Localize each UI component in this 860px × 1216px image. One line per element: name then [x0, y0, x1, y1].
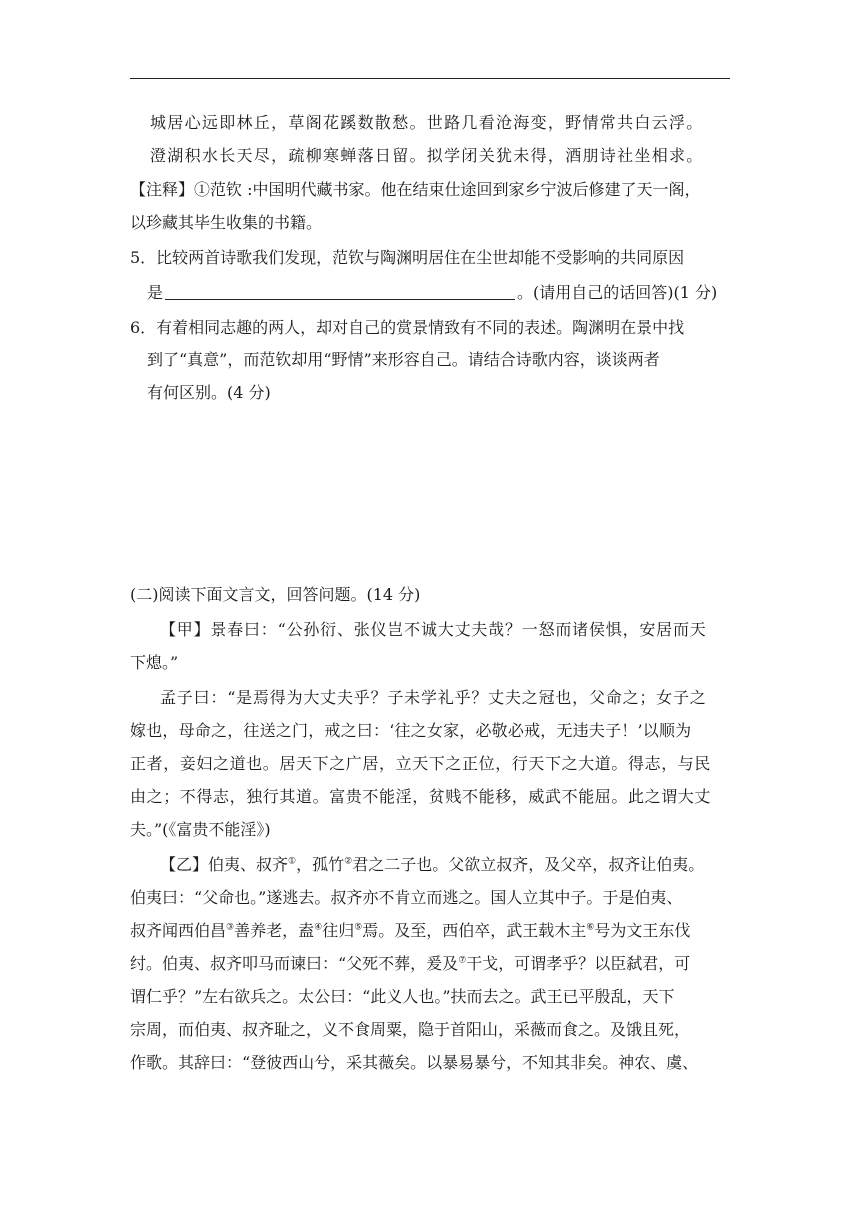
yi-text: 往归 [322, 921, 355, 940]
yi-text: 叔齐闻西伯昌 [130, 921, 227, 940]
yi-line-3 [130, 921, 690, 941]
poem-line-1: 城居心远即林丘，草阁花蹊数散愁。世路几看沧海变，野情常共白云浮。 [150, 113, 704, 132]
jia-line-3: 孟子曰：“是焉得为大丈夫乎？子未学礼乎？丈夫之冠也，父命之；女子之 [160, 688, 707, 707]
question-6-line-3: 有何区别。(4 分) [147, 383, 271, 402]
footnote-marker: ⑦ [458, 955, 467, 966]
question-5-prefix: 是 [147, 283, 164, 302]
yi-text: 干戈，可谓孝乎？以臣弑君，可 [466, 954, 691, 973]
note-line-2: 以珍藏其毕生收集的书籍。 [130, 213, 323, 232]
yi-text: ，孤竹 [296, 855, 345, 874]
footnote-marker: ⑥ [586, 922, 595, 933]
footnote-marker: ④ [314, 922, 323, 933]
yi-text: 焉。及至，西伯卒，武王载木主 [362, 921, 587, 940]
yi-text: 【乙】伯夷、叔齐 [160, 855, 289, 874]
question-5-line-1: 5．比较两首诗歌我们发现，范钦与陶渊明居住在尘世却能不受影响的共同原因 [130, 248, 685, 267]
yi-text: 号为文王东伐 [594, 921, 691, 940]
jia-line-4: 嫁也，母命之，往送之门，戒之曰：‘往之女家，必敬必戒，无违夫子！’以顺为 [130, 721, 692, 740]
yi-line-4 [130, 954, 690, 974]
jia-line-6: 由之；不得志，独行其道。富贵不能淫，贫贱不能移，威武不能屈。此之谓大丈 [130, 787, 712, 806]
footnote-marker: ⑤ [354, 922, 363, 933]
question-6-line-2: 到了“真意”，而范钦却用“野情”来形容自己。请结合诗歌内容，谈谈两者 [147, 350, 660, 369]
jia-line-5: 正者，妾妇之道也。居天下之广居，立天下之正位，行天下之大道。得志，与民 [130, 754, 712, 773]
question-6-line-1: 6．有着相同志趣的两人，却对自己的赏景情致有不同的表述。陶渊明在景中找 [130, 318, 685, 337]
yi-line-2: 伯夷曰：“父命也。”遂逃去。叔齐亦不肯立而逃之。国人立其中子。于是伯夷、 [130, 888, 683, 907]
yi-line-1 [160, 855, 704, 875]
yi-line-7: 作歌。其辞曰：“登彼西山兮，采其薇矣。以暴易暴兮，不知其非矣。神农、虞、 [130, 1053, 699, 1072]
yi-text: 善养老，盍 [234, 921, 315, 940]
question-5-line-2 [147, 283, 717, 303]
footnote-marker: ① [288, 856, 297, 867]
footnote-marker: ③ [226, 922, 235, 933]
jia-line-1: 【甲】景春曰：“公孙衍、张仪岂不诚大丈夫哉？一怒而诸侯惧，安居而天 [160, 620, 707, 639]
question-5-suffix: 。(请用自己的话回答)(1 分) [517, 283, 718, 302]
section-2-heading: (二)阅读下面文言文，回答问题。(14 分) [130, 585, 421, 604]
yi-text: 纣。伯夷、叔齐叩马而谏曰：“父死不葬，爰及 [130, 954, 459, 973]
note-line-1: 【注释】①范钦 :中国明代藏书家。他在结束仕途回到家乡宁波后修建了天一阁， [130, 180, 701, 199]
footnote-marker: ② [344, 856, 353, 867]
yi-text: 君之二子也。父欲立叔齐，及父卒，叔齐让伯夷。 [352, 855, 705, 874]
yi-line-5: 谓仁乎？”左右欲兵之。太公曰：“此义人也。”扶而去之。武王已平殷乱，天下 [130, 987, 675, 1006]
jia-line-2: 下熄。” [130, 653, 179, 672]
poem-line-2: 澄湖积水长天尽，疏柳寒蝉落日留。拟学闭关犹未得，酒朋诗社坐相求。 [150, 146, 704, 165]
header-rule [130, 78, 730, 79]
answer-blank-5[interactable] [165, 283, 515, 300]
yi-line-6: 宗周，而伯夷、叔齐耻之，义不食周粟，隐于首阳山，采薇而食之。及饿且死， [130, 1020, 691, 1039]
jia-line-7: 夫。”(《富贵不能淫》) [130, 820, 271, 839]
